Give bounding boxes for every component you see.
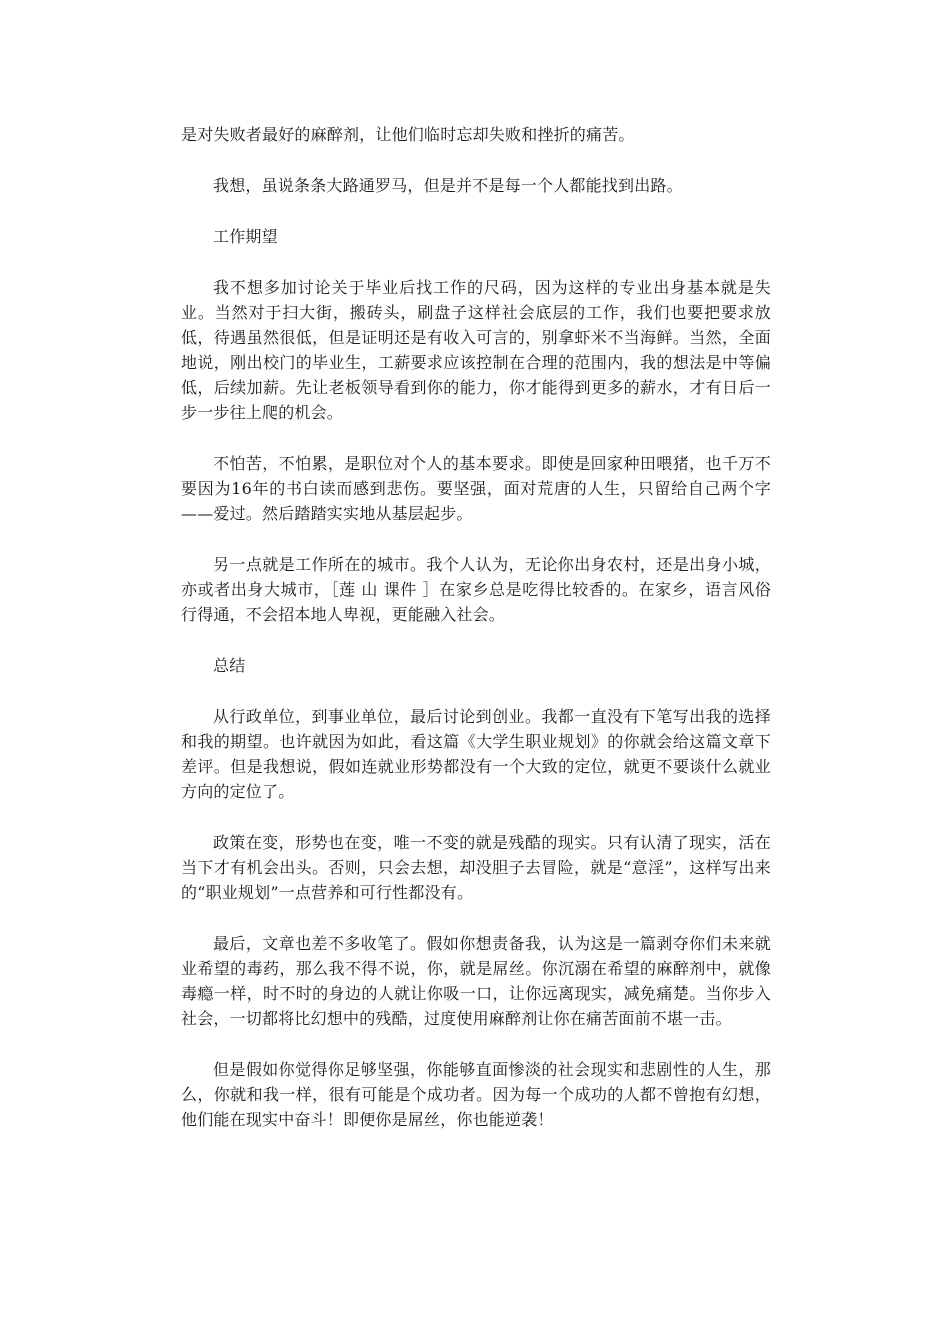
section-heading-summary: 总结 (213, 656, 246, 675)
paragraph-1: 是对失败者最好的麻醉剂，让他们临时忘却失败和挫折的痛苦。 (181, 125, 635, 144)
paragraph-8: 最后，文章也差不多收笔了。假如你想责备我，认为这是一篇剥夺你们未来就业希望的毒药，那么我不得不说，你，就是屌丝。你沉溺在希望的麻醉剂中，就像毒瘾一样，时不时的身边的人就让你吸一口，让你远离现实，减免痛楚。当你步入社会，一切都将比幻想中的残酷，过度使用麻醉剂让你在痛苦面前不堪一击。 (181, 934, 771, 1028)
section-heading-work-expectation: 工作期望 (213, 227, 278, 246)
paragraph-5: 另一点就是工作所在的城市。我个人认为，无论你出身农村，还是出身小城，亦或者出身大城市，［莲 山 课件 ］在家乡总是吃得比较香的。在家乡，语言风俗行得通，不会招本地人卑视，更能融入社会。 (181, 555, 771, 624)
paragraph-6: 从行政单位，到事业单位，最后讨论到创业。我都一直没有下笔写出我的选择和我的期望。也许就因为如此，看这篇《大学生职业规划》的你就会给这篇文章下差评。但是我想说，假如连就业形势都没有一个大致的定位，就更不要谈什么就业方向的定位了。 (181, 707, 771, 801)
paragraph-7: 政策在变，形势也在变，唯一不变的就是残酷的现实。只有认清了现实，活在当下才有机会出头。否则，只会去想，却没胆子去冒险，就是“意淫”，这样写出来的“职业规划”一点营养和可行性都没有。 (181, 833, 771, 902)
document-body (181, 122, 771, 1158)
paragraph-9: 但是假如你觉得你足够坚强，你能够直面惨淡的社会现实和悲剧性的人生，那么，你就和我一样，很有可能是个成功者。因为每一个成功的人都不曾抱有幻想，他们能在现实中奋斗！即便你是屌丝，你也能逆袭！ (181, 1060, 771, 1129)
paragraph-2: 我想，虽说条条大路通罗马，但是并不是每一个人都能找到出路。 (213, 176, 683, 195)
paragraph-4: 不怕苦，不怕累，是职位对个人的基本要求。即使是回家种田喂猪，也千万不要因为16年的书白读而感到悲伤。要坚强，面对荒唐的人生，只留给自己两个字——爱过。然后踏踏实实地从基层起步。 (181, 454, 771, 523)
paragraph-3: 我不想多加讨论关于毕业后找工作的尺码，因为这样的专业出身基本就是失业。当然对于扫大街，搬砖头，刷盘子这样社会底层的工作，我们也要把要求放低，待遇虽然很低，但是证明还是有收入可言的，别拿虾米不当海鲜。当然，全面地说，刚出校门的毕业生，工薪要求应该控制在合理的范围内，我的想法是中等偏低，后续加薪。先让老板领导看到你的能力，你才能得到更多的薪水，才有日后一步一步往上爬的机会。 (181, 278, 771, 422)
